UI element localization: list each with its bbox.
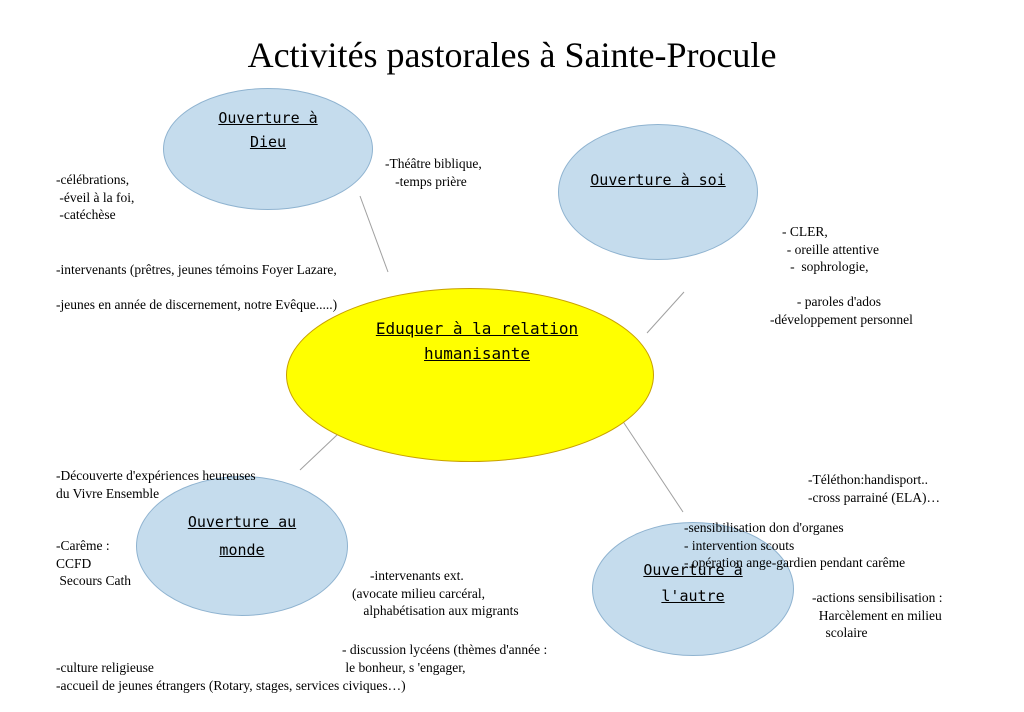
bubble-monde-label-1: Ouverture au <box>187 513 297 531</box>
note-discussion: - discussion lycéens (thèmes d'année : le bonheur, s 'engager, <box>342 642 548 675</box>
page-title: Activités pastorales à Sainte-Procule <box>247 35 777 75</box>
center-label-1: Eduquer à la relation <box>375 319 579 338</box>
bubble-ouverture-dieu <box>163 88 373 210</box>
bubble-dieu-label-1: Ouverture à <box>218 109 318 127</box>
note-sensibilisation: -sensibilisation don d'organes - intervention scouts - opération ange-gardien pendant carême <box>684 520 906 570</box>
center-label-2: humanisante <box>424 344 530 363</box>
note-culture: -culture religieuse -accueil de jeunes étrangers (Rotary, stages, services civiques…) <box>56 660 406 693</box>
note-careme: -Carême : CCFD Secours Cath <box>56 538 131 588</box>
center-ellipse <box>286 288 654 462</box>
bubble-monde-label-2: monde <box>219 541 265 559</box>
note-theatre: -Théâtre biblique, -temps prière <box>385 156 482 189</box>
note-celebrations: -célébrations, -éveil à la foi, -catéchèse <box>56 172 135 222</box>
connector-dieu <box>360 196 388 272</box>
bubble-autre-label-1: Ouverture à <box>643 561 743 579</box>
bubble-soi-label: Ouverture à soi <box>590 171 726 189</box>
note-intervenants: -intervenants (prêtres, jeunes témoins Foyer Lazare, -jeunes en année de discernement, notre Evêque.....) <box>56 262 338 312</box>
note-actions: -actions sensibilisation : Harcèlement en milieu scolaire <box>812 590 943 640</box>
bubble-ouverture-soi <box>558 124 758 260</box>
note-decouverte: -Découverte d'expériences heureuses du Vivre Ensemble <box>56 468 256 501</box>
note-intervenants-ext: -intervenants ext. (avocate milieu carcéral, alphabétisation aux migrants <box>352 568 519 618</box>
connector-autre <box>622 420 683 512</box>
bubble-dieu-label-2: Dieu <box>249 133 287 151</box>
connector-monde <box>300 434 338 470</box>
bubble-autre-label-2: l'autre <box>661 587 725 605</box>
note-telethon: -Téléthon:handisport.. -cross parrainé (ELA)… <box>808 472 940 505</box>
note-cler: - CLER, - oreille attentive - sophrologie, - paroles d'ados -développement personnel <box>770 224 913 327</box>
